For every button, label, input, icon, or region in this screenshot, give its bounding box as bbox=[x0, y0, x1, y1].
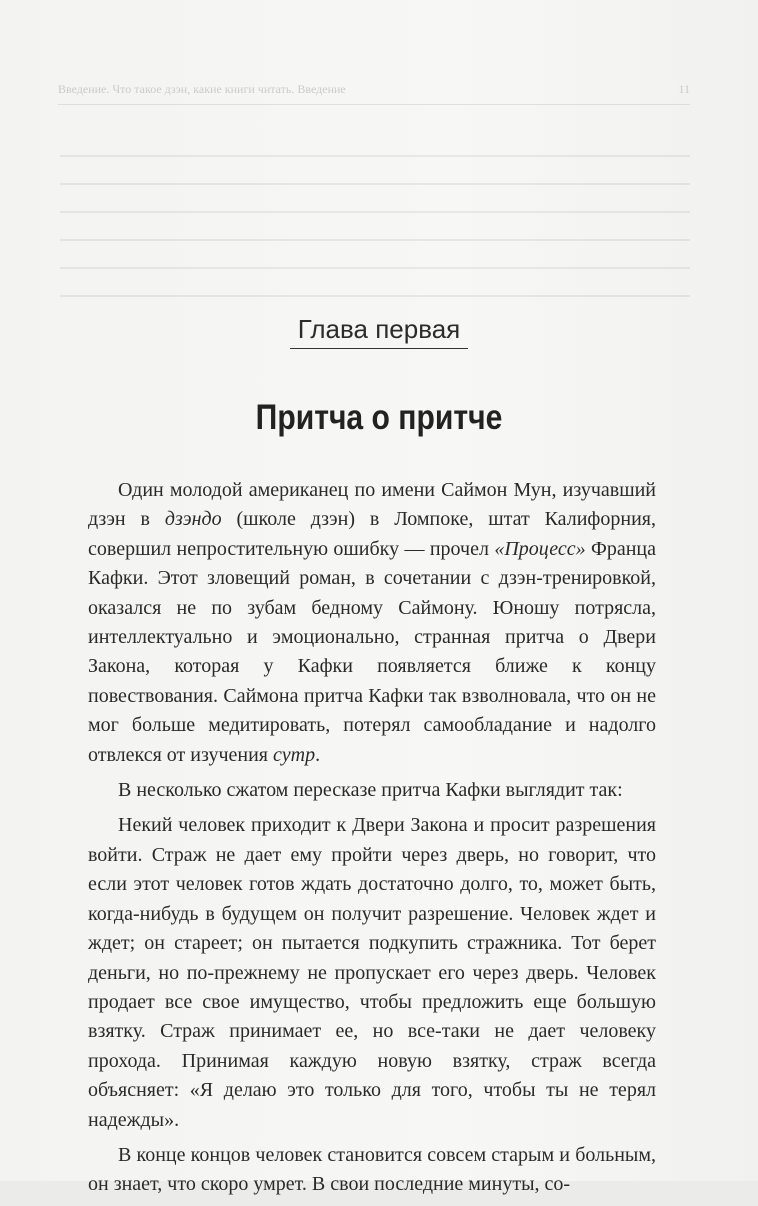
body-text bbox=[88, 476, 656, 1206]
chapter-heading bbox=[0, 314, 758, 349]
running-header bbox=[58, 82, 690, 102]
paragraph-1 bbox=[88, 476, 656, 770]
paragraph-1-text-c: (школе дзэн) в Ломпоке, штат Калифорния, совершил непростительную ошибку — прочел bbox=[88, 508, 656, 560]
chapter-label: Глава первая bbox=[290, 314, 469, 349]
page-number: 11 bbox=[678, 82, 690, 96]
paragraph-1-text-a: Один молодой американец по имени Саймон Мун, изучавший дзэн в bbox=[88, 479, 656, 531]
paragraph-1-italic-process: «Процесс» bbox=[494, 537, 586, 560]
paragraph-1-text-g: . bbox=[315, 743, 321, 766]
paragraph-1-italic-dzendo: дзэндо bbox=[164, 508, 222, 531]
paragraph-2: В несколько сжатом пересказе притча Кафки выглядит так: bbox=[118, 779, 623, 802]
paragraph-3: Некий человек приходит к Двери Закона и просит разрешения войти. Страж не дает ему пройти через дверь, но говорит, что если этот человек готов ждать достаточно долго, то, может быть, когда-нибудь в будущем он получит разрешение. Человек ждет и ждет; он стареет; он пытается подкупить стражника. Тот берет деньги, но по-прежнему не пропускает его через дверь. Человек продает все свое имущество, чтобы предложить еще большую взятку. Страж принимает ее, но все-таки не дает человеку прохода. Принимая каждую новую взятку, страж всегда объясняет: «Я делаю это только для того, чтобы ты не терял надежды». bbox=[88, 814, 656, 1131]
running-header-text: Введение. Что такое дзэн, какие книги читать. Введение bbox=[58, 82, 346, 96]
bleed-through-text bbox=[60, 155, 690, 335]
header-rule bbox=[58, 104, 690, 105]
chapter-title: Притча о притче bbox=[255, 398, 503, 437]
paragraph-4: В конце концов человек становится совсем старым и больным, он знает, что скоро умрет. В свои последние минуты, со- bbox=[88, 1143, 656, 1196]
paragraph-1-text-e: Франца Кафки. Этот зловещий роман, в сочетании с дзэн-тренировкой, оказался не по зубам бедному Саймону. Юношу потрясла, интеллектуально и эмоционально, странная притча о Двери Закона, которая у Кафки появляется ближе к концу повествования. Саймона притча Кафки так взволновала, что он не мог больше медитировать, потерял самообладание и надолго отвлекся от изучения bbox=[88, 537, 656, 766]
paragraph-1-italic-sutr: сутр bbox=[273, 743, 316, 766]
